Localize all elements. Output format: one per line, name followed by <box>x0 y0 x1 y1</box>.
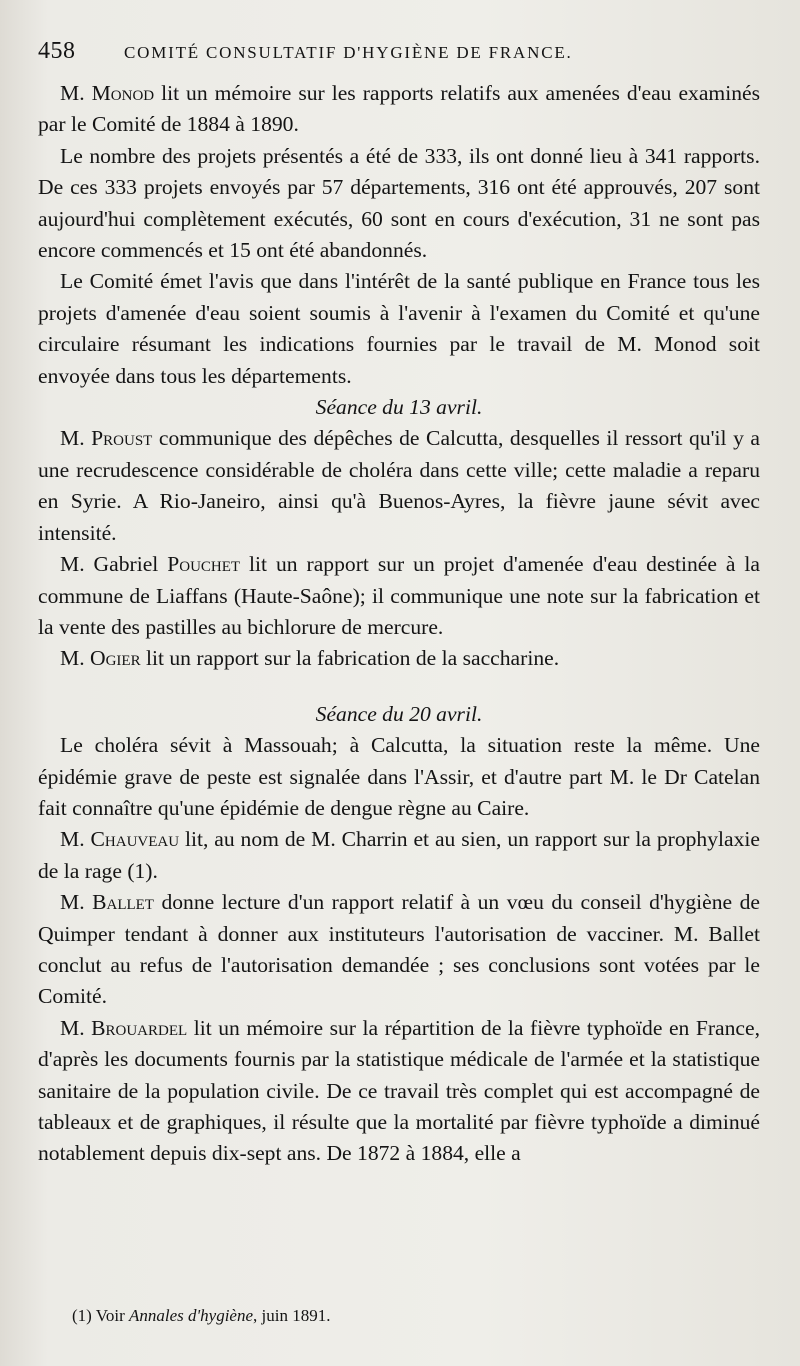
speaker-prefix: M. Gabriel <box>60 552 168 577</box>
paragraph-ballet <box>38 887 760 1013</box>
session-heading-20-avril: Séance du 20 avril. <box>315 701 483 726</box>
paragraph-text: lit un mémoire sur les rapports relatifs aux amenées d'eau examinés par le Comité de 1884 à 1890. <box>38 81 760 137</box>
speaker-name: M. Ogier <box>60 646 141 671</box>
paragraph-cholera: Le choléra sévit à Massouah; à Calcutta, la situation reste la même. Une épidémie grave de peste est signalée dans l'Assir, et d'autre part M. le Dr Catelan fait connaître qu'une épidémie de dengue règne au Caire. <box>38 733 760 820</box>
speaker-name: M. Monod <box>60 81 155 105</box>
speaker-name: M. Chauveau <box>60 827 180 852</box>
session-heading-13-avril: Séance du 13 avril. <box>315 395 483 420</box>
paragraph-ogier <box>38 643 760 674</box>
speaker-name: M. Brouardel <box>60 1015 188 1040</box>
paragraph-monod <box>38 78 760 141</box>
running-head <box>38 38 770 78</box>
footnote-journal: Annales d'hygiène <box>129 1306 254 1325</box>
footnote-suffix: , juin 1891. <box>253 1306 331 1325</box>
running-title: COMITÉ CONSULTATIF D'HYGIÈNE DE FRANCE. <box>124 43 573 62</box>
spacer <box>38 675 760 699</box>
paragraph-text: lit un mémoire sur la répartition de la fièvre typhoïde en France, d'après les documents fournis par la statistique médicale de l'armée et la statistique sanitaire de la population civile. De ce travail très complet qui est accompagné de tableaux et de graphiques, il résulte que la mortalité par fièvre typhoïde a diminué notablement depuis dix-sept ans. De 1872 à 1884, elle a <box>38 1015 760 1166</box>
body-text <box>38 78 760 1170</box>
paragraph-brouardel <box>38 1013 760 1170</box>
footnote-prefix: (1) Voir <box>72 1306 129 1325</box>
speaker-name: Pouchet <box>167 552 241 577</box>
paragraph-statistics: Le nombre des projets présentés a été de 333, ils ont donné lieu à 341 rapports. De ces 333 projets envoyés par 57 départements, 316 ont été approuvés, 207 sont aujourd'hui complètement exécutés, 60 sont en cours d'exécution, 31 ne sont pas encore commencés et 15 ont été abandonnés. <box>38 143 760 263</box>
paragraph-text: lit un rapport sur la fabrication de la saccharine. <box>140 646 560 671</box>
paragraph-text: communique des dépêches de Calcutta, desquelles il ressort qu'il y a une recrudescence considérable de choléra dans cette ville; cette maladie a reparu en Syrie. A Rio-Janeiro, ainsi qu'à Buenos-Ayres, la fièvre jaune sévit avec intensité. <box>38 426 760 545</box>
paragraph-proust <box>38 423 760 549</box>
paragraph-chauveau <box>38 824 760 887</box>
footnote <box>72 1306 330 1326</box>
paragraph-pouchet <box>38 549 760 643</box>
page-number: 458 <box>38 38 76 64</box>
speaker-name: M. Proust <box>60 426 153 451</box>
speaker-name: M. Ballet <box>60 890 154 915</box>
paragraph-text: lit un rapport sur un projet d'amenée d'eau destinée à la commune de Liaffans (Haute-Saône); il communique une note sur la fabrication et la vente des pastilles au bichlorure de mercure. <box>38 552 760 639</box>
paragraph-avis: Le Comité émet l'avis que dans l'intérêt de la santé publique en France tous les projets d'amenée d'eau soient soumis à l'avenir à l'examen du Comité et qu'une circulaire résumant les indications fournies par le travail de M. Monod soit envoyée dans tous les départements. <box>38 269 760 388</box>
paragraph-text: lit, au nom de M. Charrin et au sien, un rapport sur la prophylaxie de la rage (1). <box>38 827 760 883</box>
paragraph-text: donne lecture d'un rapport relatif à un vœu du conseil d'hygiène de Quimper tendant à donner aux instituteurs l'autorisation de vacciner. M. Ballet conclut au refus de l'autorisation demandée ; ses conclusions sont votées par le Comité. <box>38 890 760 1009</box>
